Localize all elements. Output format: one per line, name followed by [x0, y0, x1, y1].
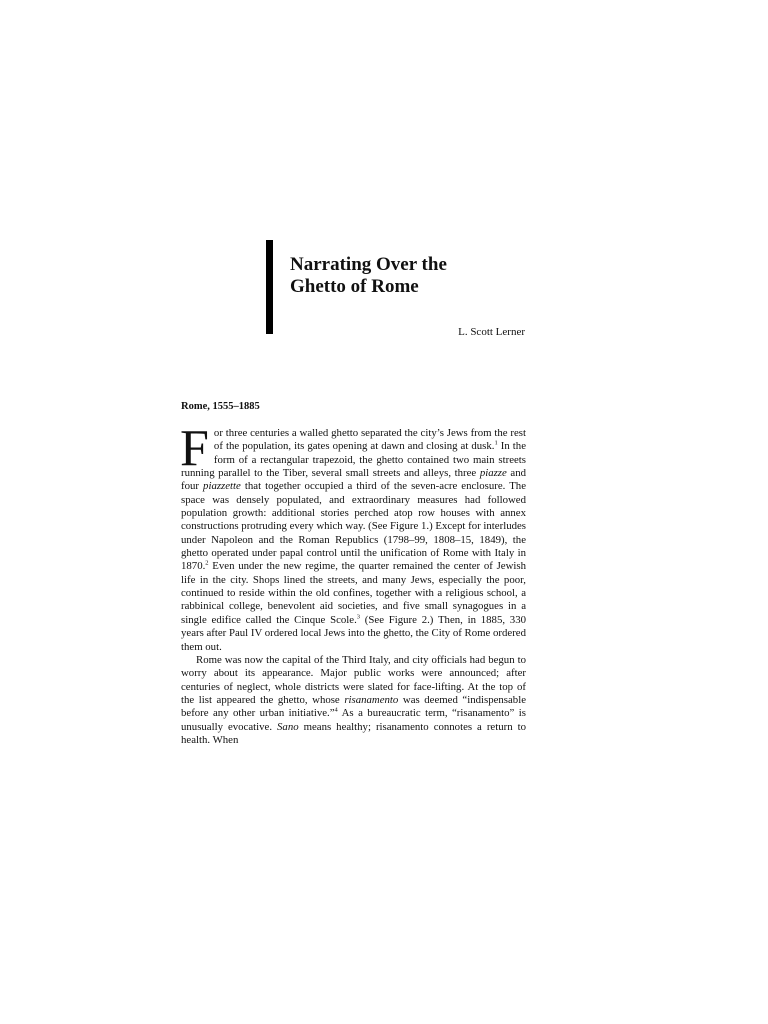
text-run: or three centuries a walled ghetto separated the city’s Jews from the rest of the population, its gates opening at dawn and closing at dusk. — [213, 427, 526, 453]
footnote-marker: 1 — [494, 439, 498, 447]
article-title-line: Narrating Over the — [290, 254, 447, 275]
text-run: As a bureaucratic term, “risanamento” is unusually evocative. — [181, 707, 526, 733]
title-rule — [266, 240, 273, 334]
article-title — [290, 254, 530, 298]
italic-term: piazze — [479, 467, 507, 480]
text-run: (See Figure 2.) Then, in 1885, 330 years after Paul IV ordered local Jews into the ghetto, the City of Rome ordered them out. — [181, 613, 526, 653]
italic-term: piazzette — [203, 480, 241, 493]
text-run: was deemed “indispensable before any other urban initiative.” — [181, 693, 526, 720]
body-paragraph — [181, 654, 526, 747]
italic-term: Sano — [277, 720, 299, 733]
body-paragraph — [180, 420, 527, 654]
footnote-marker: 4 — [334, 706, 338, 714]
author-name: L. Scott Lerner — [458, 326, 525, 338]
text-run: Even under the new regime, the quarter remained the center of Jewish life in the city. Shops lined the streets, and many Jews, especially the poor, continued to reside within the old confines, together with a religious school, a rabbinical college, benevolent aid societies, and five small synagogues in a single edifice called the Cinque Scole. — [181, 560, 526, 626]
text-run: means healthy; risanamento connotes a return to health. When — [181, 720, 527, 746]
text-run: and four — [181, 467, 527, 493]
text-run: Rome was now the capital of the Third Italy, and city officials had begun to worry about its appearance. Major public works were announced; after centuries of neglect, whole districts were slated for face-lifting. At the top of the list appeared the ghetto, whose — [181, 653, 526, 706]
section-heading: Rome, 1555–1885 — [181, 401, 260, 412]
drop-cap: F — [180, 420, 209, 477]
footnote-marker: 3 — [356, 613, 361, 621]
article-title-line: Ghetto of Rome — [290, 276, 419, 297]
text-run: that together occupied a third of the seven-acre enclosure. The space was densely populated, and extraordinary measures had followed population growth: additional stories perched atop row houses with annex constructions protruding every which way. (See Figure 1.) Except for interludes under Napoleon and the Roman Republics (1798–99, 1808–15, 1849), the ghetto operated under papal control until the unification of Rome with Italy in 1870. — [181, 480, 526, 573]
text-run: In the form of a rectangular trapezoid, the ghetto contained two main streets running parallel to the Tiber, several small streets and alleys, three — [181, 440, 526, 480]
italic-term: risanamento — [344, 693, 399, 706]
footnote-marker: 2 — [205, 559, 209, 567]
body-text — [180, 420, 527, 747]
